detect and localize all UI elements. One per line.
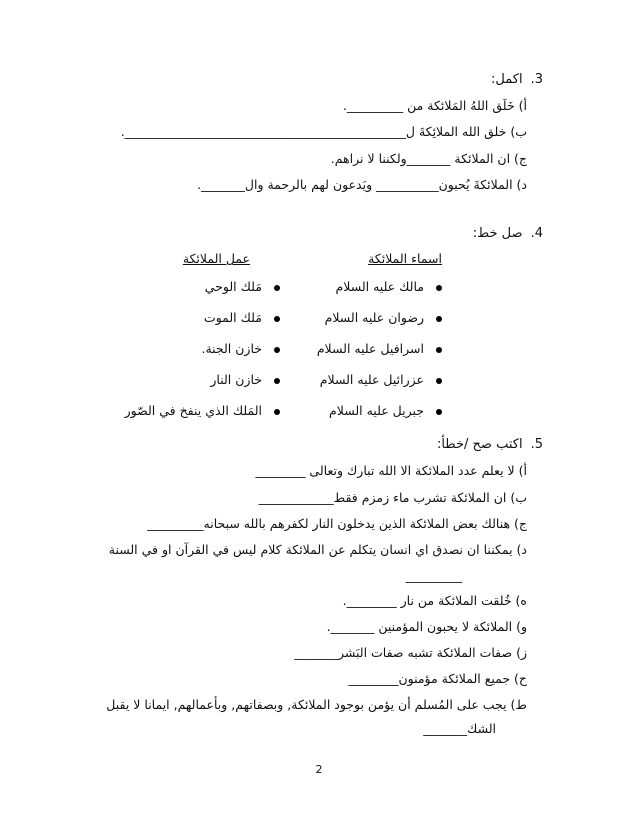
bullet-icon — [436, 378, 442, 384]
q3-heading — [491, 72, 543, 88]
q5-item: ح) جميع الملائكة مؤمنون________ — [348, 671, 527, 686]
angel-work-item: مَلك الموت — [204, 310, 280, 326]
q4-number: 4. — [530, 226, 543, 241]
q5-heading — [437, 437, 543, 453]
q3-number: 3. — [530, 72, 543, 87]
angel-name-item: مالك عليه السلام — [336, 279, 443, 295]
works-column-header: عمل الملائكة — [182, 251, 250, 266]
q5-item: و) الملائكة لا يحبون المؤمنين _______. — [326, 619, 527, 634]
q3-item: أ) خَلَق اللهُ المَلائكة من _________. — [342, 98, 527, 113]
bullet-icon — [274, 316, 280, 322]
angel-work-item: المَلك الذي ينفخ في الصّور — [125, 403, 280, 419]
angel-name-item: عزرائيل عليه السلام — [320, 372, 442, 388]
q3-title: اكمل: — [491, 72, 523, 87]
bullet-icon — [274, 409, 280, 415]
angel-name-item: جبريل عليه السلام — [329, 403, 442, 419]
q3-item: ب) خلق الله الملائِكةَ ل_____________________________________________. — [120, 124, 527, 139]
q5-item: أ) لا يعلم عدد الملائكة الا الله تبارك وتعالى ________ — [255, 463, 527, 478]
names-column-header: اسماء الملائكة — [368, 251, 442, 266]
angel-work-item: خازن النار — [210, 372, 280, 388]
q5-item: ز) صفات الملائكة تشبه صفات البَشر_______ — [294, 645, 527, 660]
q5-item: ط) يجب على المُسلم أن يؤمن بوجود الملائكة, وبصفاتهم, وبأعمالهم, ايمانا لا يقبل — [106, 697, 527, 712]
q5-title: اكتب صح /خطأ: — [436, 437, 523, 452]
q5-item: ه) خُلقت الملائكة من نار ________. — [342, 593, 527, 608]
bullet-icon — [436, 409, 442, 415]
q4-heading — [473, 226, 543, 242]
q5-answer-blank: _________ — [405, 568, 462, 583]
bullet-icon — [436, 285, 442, 291]
q3-item: د) الملائكةَ يُحبون__________ ويَدعون لهم بالرحمة وال_______. — [197, 177, 527, 192]
q3-item: ج) ان الملائكة _______ولكننا لا نراهم. — [330, 151, 527, 166]
bullet-icon — [436, 316, 442, 322]
page-number: 2 — [315, 763, 323, 776]
q4-title: صل خط: — [472, 226, 523, 241]
q5-item: ج) هنالك بعض الملائكة الذين يدخلون النار لكفرهم بالله سبحانه_________ — [147, 516, 527, 531]
angel-name-item: اسرافيل عليه السلام — [317, 341, 442, 357]
bullet-icon — [274, 378, 280, 384]
bullet-icon — [274, 347, 280, 353]
q5-item: د) يمكننا ان نصدق اي انسان يتكلم عن الملائكة كلام ليس في القرآن او في السنة — [108, 542, 527, 557]
q5-item: ب) ان الملائكة تشرب ماء زمزم فقط____________ — [258, 490, 527, 505]
q5-item-continuation: الشك_______ — [423, 721, 496, 736]
angel-work-item: خازن الجنة. — [201, 341, 280, 357]
bullet-icon — [274, 285, 280, 291]
angel-name-item: رضوان عليه السلام — [325, 310, 442, 326]
angel-work-item: مَلك الوحي — [205, 279, 280, 295]
q5-number: 5. — [530, 437, 543, 452]
bullet-icon — [436, 347, 442, 353]
